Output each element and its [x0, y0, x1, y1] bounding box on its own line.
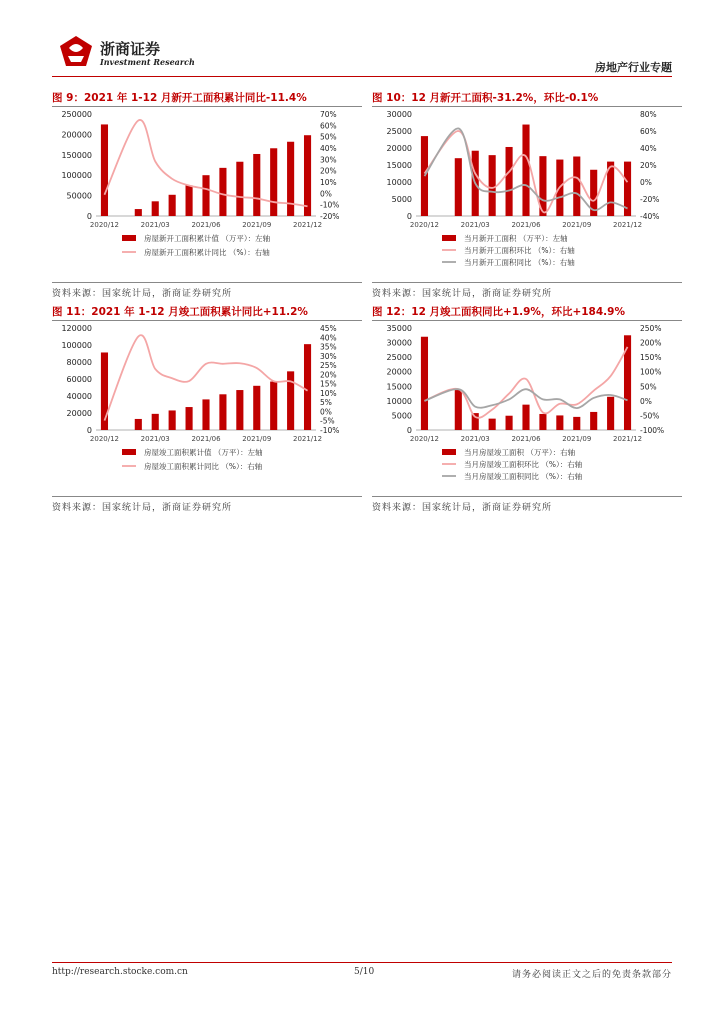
legend-swatch [442, 449, 456, 455]
bar [135, 209, 142, 216]
bar [421, 337, 428, 430]
right-tick-label: -20% [320, 212, 340, 221]
figure-source: 资料来源：国家统计局，浙商证券研究所 [372, 282, 682, 299]
right-tick-label: -10% [320, 426, 340, 435]
legend-swatch [442, 235, 456, 241]
right-tick-label: 100% [640, 367, 662, 377]
bar [253, 386, 260, 430]
right-tick-label: 15% [320, 379, 337, 389]
right-tick-label: 50% [320, 132, 337, 142]
x-tick-label: 2021/03 [140, 435, 170, 443]
bar [236, 162, 243, 216]
x-tick-label: 2021/12 [612, 435, 643, 443]
x-tick-label: 2021/06 [511, 221, 541, 229]
bar [304, 135, 311, 216]
figure-9 [52, 88, 362, 298]
company-name-en: Investment Research [100, 57, 195, 67]
figure-source: 资料来源：国家统计局，浙商证券研究所 [52, 282, 362, 299]
legend-swatch [122, 235, 136, 241]
right-tick-label: -50% [640, 411, 660, 421]
figure-11 [52, 302, 362, 512]
bar [186, 407, 193, 430]
right-tick-label: -5% [320, 416, 335, 426]
bar [236, 390, 243, 430]
bar [186, 185, 193, 216]
bar [506, 147, 513, 216]
bar [522, 405, 529, 430]
footer-url[interactable]: http://research.stocke.com.cn [52, 967, 188, 977]
bar [624, 335, 631, 430]
x-tick-label: 2021/09 [242, 221, 272, 229]
figure-title: 图 10：12 月新开工面积-31.2%，环比-0.1% [372, 88, 682, 107]
legend-label: 房屋新开工面积累计同比 （%）：右轴 [144, 248, 270, 257]
x-tick-label: 2020/12 [409, 221, 440, 229]
company-name-cn: 浙商证券 [100, 40, 161, 58]
left-tick-label: 200000 [61, 130, 92, 140]
right-tick-label: 0% [320, 407, 332, 417]
bar [169, 410, 176, 430]
left-tick-label: 50000 [66, 191, 92, 201]
bar [219, 394, 226, 430]
bar [539, 414, 546, 430]
chart-fig9 [52, 108, 362, 280]
x-tick-label: 2021/03 [460, 221, 490, 229]
bar [304, 344, 311, 430]
x-tick-label: 2020/12 [409, 435, 440, 443]
left-tick-label: 5000 [391, 411, 412, 421]
right-tick-label: 200% [640, 338, 662, 348]
left-tick-label: 5000 [391, 195, 412, 204]
bar [573, 157, 580, 217]
x-tick-label: 2021/12 [612, 221, 643, 229]
right-tick-label: -20% [640, 195, 660, 204]
left-tick-label: 100000 [61, 171, 92, 181]
bar [522, 125, 529, 216]
right-tick-label: -40% [640, 212, 660, 221]
chart-fig10 [372, 108, 682, 280]
bar [253, 154, 260, 216]
x-tick-label: 2021/09 [562, 435, 592, 443]
x-tick-label: 2021/12 [292, 435, 323, 443]
legend-label: 房屋竣工面积累计同比 （%）：右轴 [144, 462, 263, 471]
right-tick-label: 10% [320, 388, 337, 398]
bar [219, 168, 226, 216]
footer-divider [52, 962, 672, 963]
bar [489, 155, 496, 216]
legend-label: 当月新开工面积同比 （%）：右轴 [464, 258, 575, 267]
left-tick-label: 60000 [66, 375, 92, 384]
left-tick-label: 10000 [386, 396, 412, 406]
legend-label: 房屋新开工面积累计值 （万平）：左轴 [144, 234, 271, 243]
right-tick-label: 40% [640, 144, 657, 153]
legend-label: 当月房屋竣工面积 （万平）：右轴 [464, 448, 576, 457]
right-tick-label: 80% [640, 110, 657, 119]
x-tick-label: 2021/12 [292, 221, 323, 229]
right-tick-label: 50% [640, 382, 657, 392]
disclaimer-note: 请务必阅读正文之后的免责条款部分 [511, 970, 672, 980]
left-tick-label: 15000 [386, 382, 412, 392]
legend-label: 当月房屋竣工面积环比 （%）：右轴 [464, 460, 583, 469]
figure-source: 资料来源：国家统计局，浙商证券研究所 [372, 496, 682, 513]
right-tick-label: 10% [320, 178, 337, 187]
left-tick-label: 120000 [61, 324, 92, 333]
left-tick-label: 15000 [386, 161, 412, 170]
bar [152, 201, 159, 216]
left-tick-label: 250000 [61, 110, 92, 119]
bar [556, 415, 563, 430]
left-tick-label: 0 [406, 212, 412, 221]
bar [455, 158, 462, 216]
left-tick-label: 35000 [386, 324, 412, 333]
right-tick-label: 30% [320, 351, 337, 361]
figure-title: 图 9：2021 年 1-12 月新开工面积累计同比-11.4% [52, 88, 362, 107]
right-tick-label: 0% [320, 189, 332, 199]
x-tick-label: 2020/12 [89, 221, 120, 229]
x-tick-label: 2021/09 [562, 221, 592, 229]
right-tick-label: 35% [320, 342, 337, 352]
left-tick-label: 25000 [386, 127, 412, 136]
legend-label: 当月新开工面积环比 （%）：右轴 [464, 246, 575, 255]
left-tick-label: 30000 [386, 110, 412, 119]
left-tick-label: 0 [86, 212, 92, 221]
right-tick-label: 60% [320, 121, 337, 131]
bar [202, 399, 209, 430]
figure-12 [372, 302, 682, 512]
right-tick-label: 40% [320, 144, 337, 153]
left-tick-label: 40000 [66, 392, 92, 401]
page-header [0, 0, 724, 80]
x-tick-label: 2021/03 [460, 435, 490, 443]
left-tick-label: 20000 [66, 409, 92, 418]
right-tick-label: 250% [640, 324, 662, 333]
bar [152, 414, 159, 430]
chart-fig11 [52, 322, 362, 494]
right-tick-label: 20% [320, 370, 337, 380]
right-tick-label: 5% [320, 398, 332, 408]
left-tick-label: 25000 [386, 353, 412, 363]
x-tick-label: 2021/09 [242, 435, 272, 443]
left-tick-label: 0 [406, 426, 412, 435]
legend-label: 房屋竣工面积累计值 （万平）：左轴 [144, 448, 263, 457]
bar [169, 195, 176, 216]
left-tick-label: 30000 [386, 338, 412, 348]
x-tick-label: 2021/03 [140, 221, 170, 229]
right-tick-label: 70% [320, 110, 337, 119]
legend-label: 当月新开工面积 （万平）：左轴 [464, 234, 568, 243]
left-tick-label: 20000 [386, 367, 412, 377]
bar [202, 175, 209, 216]
figure-10 [372, 88, 682, 298]
left-tick-label: 0 [86, 426, 92, 435]
bar [607, 397, 614, 430]
figure-title: 图 12：12 月竣工面积同比+1.9%，环比+184.9% [372, 302, 682, 321]
figure-title: 图 11：2021 年 1-12 月竣工面积累计同比+11.2% [52, 302, 362, 321]
legend-swatch [122, 449, 136, 455]
bar [472, 413, 479, 430]
bar [287, 371, 294, 430]
bar [270, 382, 277, 430]
right-tick-label: 25% [320, 361, 337, 371]
page-number: 5/10 [354, 967, 375, 977]
right-tick-label: -10% [320, 200, 340, 210]
header-divider [52, 76, 672, 77]
chart-fig12 [372, 322, 682, 494]
left-tick-label: 100000 [61, 341, 92, 350]
legend-label: 当月房屋竣工面积同比 （%）：右轴 [464, 472, 583, 481]
right-tick-label: 45% [320, 324, 337, 333]
right-tick-label: 20% [320, 166, 337, 176]
right-tick-label: 30% [320, 155, 337, 165]
x-tick-label: 2021/06 [191, 435, 221, 443]
left-tick-label: 150000 [61, 150, 92, 160]
left-tick-label: 80000 [66, 358, 92, 367]
bar [573, 417, 580, 430]
x-tick-label: 2021/06 [191, 221, 221, 229]
right-tick-label: 0% [640, 178, 652, 187]
figure-source: 资料来源：国家统计局，浙商证券研究所 [52, 496, 362, 513]
report-type: 房地产行业专题 [595, 61, 672, 74]
right-tick-label: 0% [640, 396, 652, 406]
left-tick-label: 10000 [386, 178, 412, 187]
right-tick-label: 40% [320, 333, 337, 343]
x-tick-label: 2021/06 [511, 435, 541, 443]
bar [455, 390, 462, 430]
x-tick-label: 2020/12 [89, 435, 120, 443]
right-tick-label: 20% [640, 161, 657, 170]
right-tick-label: 60% [640, 127, 657, 136]
bar [506, 416, 513, 430]
bar [101, 124, 108, 216]
bar [135, 419, 142, 430]
bar [489, 419, 496, 430]
bar [590, 412, 597, 430]
right-tick-label: 150% [640, 353, 662, 363]
bar [270, 148, 277, 216]
right-tick-label: -100% [640, 426, 665, 435]
left-tick-label: 20000 [386, 144, 412, 153]
company-logo-icon [56, 34, 96, 68]
